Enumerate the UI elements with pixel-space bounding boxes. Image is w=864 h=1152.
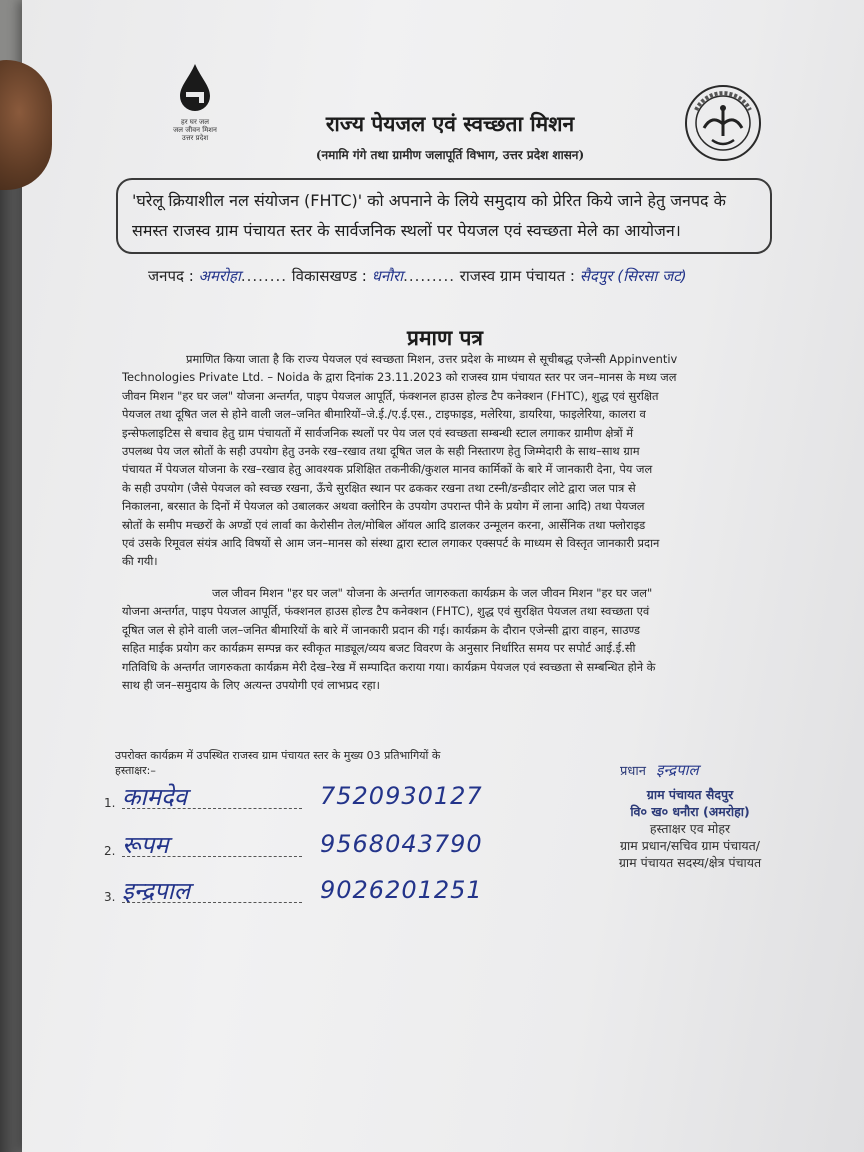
para1-line: जीवन मिशन "हर घर जल" योजना अन्तर्गत, पाइप पेयजल आपूर्ति, फंक्शनल हाउस होल्ड टैप कनेक्शन (FHTC), शुद्ध एवं सुरक्षित: [122, 388, 659, 403]
participant-row: [104, 872, 544, 912]
participant-number: 2.: [104, 844, 116, 858]
block-value: धनौरा: [371, 267, 404, 285]
para2-line: दूषित जल से होने वाली जल–जनित बीमारियों के बारे में जानकारी प्रदान की गई। कार्यक्रम के दौरान एजेन्सी द्वारा वाहन, साउण्ड: [122, 622, 641, 637]
para2-line: योजना अन्तर्गत, पाइप पेयजल आपूर्ति, फंक्शनल हाउस होल्ड टैप कनेक्शन (FHTC), शुद्ध एवं सुरक्षित पेयजल तथा स्वच्छता एवं: [122, 604, 650, 619]
signature-caption-1: हस्ताक्षर एव मोहर: [649, 821, 731, 836]
pradhan-signature: इन्द्रपाल: [656, 761, 699, 779]
signature-line: [122, 856, 302, 857]
participant-row: [104, 826, 544, 866]
para1-line: पेयजल तथा दूषित जल से होने वाली जल–जनित बीमारियों–जे.ई./ए.ई.एस., टाइफाइड, मलेरिया, डायरिया, फाइलेरिया, कालरा व: [122, 407, 646, 422]
participant-name: इन्द्रपाल: [122, 877, 191, 905]
block-label: विकासखण्ड :: [291, 267, 367, 285]
para1-line: की गयी।: [122, 554, 158, 569]
signature-caption-3: ग्राम पंचायत सदस्य/क्षेत्र पंचायत: [618, 855, 762, 870]
para1-line: इन्सेफलाइटिस से बचाव हेतु ग्राम पंचायतों में सार्वजनिक स्थलों पर पेय जल एवं स्वच्छता सम्बन्धी स्टाल लगाकर ग्रामीण क्षेत्रों में: [122, 425, 634, 440]
signature-line: [122, 808, 302, 809]
participant-phone: 7520930127: [320, 782, 483, 810]
para1-line: के सही उपयोग (जैसे पेयजल को स्वच्छ रखना, ऊँचे सुरक्षित स्थान पर ढककर रखना तथा टस्नी/डन्डीदार लोटे द्वारा जल पात्र से: [122, 480, 636, 495]
para2-line: गतिविधि के अन्तर्गत जागरुकता कार्यक्रम मेरी देख–रेख में सम्पादित कराया गया। कार्यक्रम पेयजल एवं स्वच्छता से सम्बन्धित होने के: [122, 659, 656, 674]
district-value: अमरोहा: [198, 267, 241, 285]
para1-line: एवं उसके रिमूवल संयंत्र आदि विषयों से आम जन–मानस को संस्था द्वारा स्टाल लगाकर एक्सपर्ट के माध्यम से विस्तृत जानकारी प्रदान: [122, 536, 660, 551]
event-description-box: [116, 178, 772, 254]
background-edge: [0, 180, 24, 1152]
participant-phone: 9568043790: [320, 830, 483, 858]
signature-caption-2: ग्राम प्रधान/सचिव ग्राम पंचायत/: [619, 838, 761, 853]
event-line-2: समस्त राजस्व ग्राम पंचायत स्तर के सार्वजनिक स्थलों पर पेयजल एवं स्वच्छता मेले का आयोजन।: [132, 221, 681, 240]
stamp-line-1: ग्राम पंचायत सैदपुर: [646, 787, 734, 802]
panchayat-label: राजस्व ग्राम पंचायत :: [459, 267, 575, 285]
para2-line: सहित माईक प्रयोग कर कार्यक्रम सम्पन्न कर स्वीकृत माड्यूल/व्यय बजट विवरण के अनुसार निर्धारित समय पर सपोर्ट आई.ई.सी: [122, 641, 636, 656]
pradhan-label: प्रधान: [620, 764, 646, 779]
para2-line: साथ ही जन–समुदाय के लिए अत्यन्त उपयोगी एवं लाभप्रद रहा।: [122, 678, 380, 693]
logo-caption-1: हर घर जल: [181, 118, 209, 126]
event-line-1: 'घरेलू क्रियाशील नल संयोजन (FHTC)' को अपनाने के लिये समुदाय को प्रेरित किये जाने हेतु जनपद के: [132, 191, 726, 210]
pradhan-stamp-block: [560, 762, 820, 871]
participant-row: [104, 778, 544, 818]
participant-number: 1.: [104, 796, 116, 810]
signature-line: [122, 902, 302, 903]
attendance-label: [115, 748, 535, 778]
certificate-title: प्रमाण पत्र: [407, 326, 483, 350]
certificate-paragraph-2: [122, 584, 798, 694]
location-row: जनपद : अमरोहा........ विकासखण्ड : धनौरा......... राजस्व ग्राम पंचायत : सैदपुर (सिरसा जट): [148, 267, 687, 285]
panchayat-value: सैदपुर (सिरसा जट): [579, 267, 687, 285]
stamp-line-2: वि० ख० धनौरा (अमरोहा): [630, 804, 750, 819]
district-label: जनपद :: [148, 267, 194, 285]
logo-caption-3: उत्तर प्रदेश: [181, 134, 209, 142]
mission-subtitle: (नमामि गंगे तथा ग्रामीण जलापूर्ति विभाग, उत्तर प्रदेश शासन): [315, 148, 585, 162]
para1-line: निकालना, बरसात के दिनों में पेयजल को उबालकर अथवा क्लोरिन के उपयोग उपरान्त पीने के प्रयोग में लाना आदि) तथा पेयजल: [122, 499, 645, 514]
participant-number: 3.: [104, 890, 116, 904]
pradhan-row: [560, 762, 820, 780]
attendance-label-line-2: हस्ताक्षर:–: [115, 764, 156, 777]
para1-line: उपलब्ध पेय जल स्रोतों के सही उपयोग हेतु उनके रख–रखाव तथा दूषित जल के सही निस्तारण हेतु जिम्मेदारी के साथ–साथ ग्राम: [122, 444, 640, 459]
certificate-paragraph-1: [122, 350, 798, 571]
para1-line: Technologies Private Ltd. – Noida के द्वारा दिनांक 23.11.2023 को राजस्व ग्राम पंचायत स्तर पर जन–मानस के मध्य जल: [122, 370, 677, 385]
document-page: [22, 0, 864, 1152]
attendance-label-line-1: उपरोक्त कार्यक्रम में उपस्थित राजस्व ग्राम पंचायत स्तर के मुख्य 03 प्रतिभागियों के: [115, 749, 441, 762]
para1-line: प्रमाणित किया जाता है कि राज्य पेयजल एवं स्वच्छता मिशन, उत्तर प्रदेश के माध्यम से सूचीबद्ध एजेन्सी Appinventiv: [186, 352, 678, 366]
para1-line: पंचायत में पेयजल योजना के रख–रखाव हेतु आवश्यक प्रशिक्षित तकनीकी/कुशल मानव कार्मिकों के बारे में जानकारी देना, पेय जल: [122, 462, 653, 477]
para2-line: जल जीवन मिशन "हर घर जल" योजना के अन्तर्गत जागरुकता कार्यक्रम के जल जीवन मिशन "हर घर जल": [212, 586, 653, 600]
participant-name: कामदेव: [122, 783, 188, 811]
participant-phone: 9026201251: [320, 876, 483, 904]
participant-name: रूपम: [122, 831, 169, 859]
water-drop-icon: [175, 62, 215, 114]
mission-title: राज्य पेयजल एवं स्वच्छता मिशन: [325, 111, 575, 136]
logo-caption-2: जल जीवन मिशन: [173, 126, 217, 134]
para1-line: स्रोतों के समीप मच्छरों के अण्डों एवं लार्वा का केरोसीन तेल/मोबिल ऑयल आदि डालकर उन्मूलन करना, आर्सेनिक तथा फ्लोराइड: [122, 517, 646, 532]
